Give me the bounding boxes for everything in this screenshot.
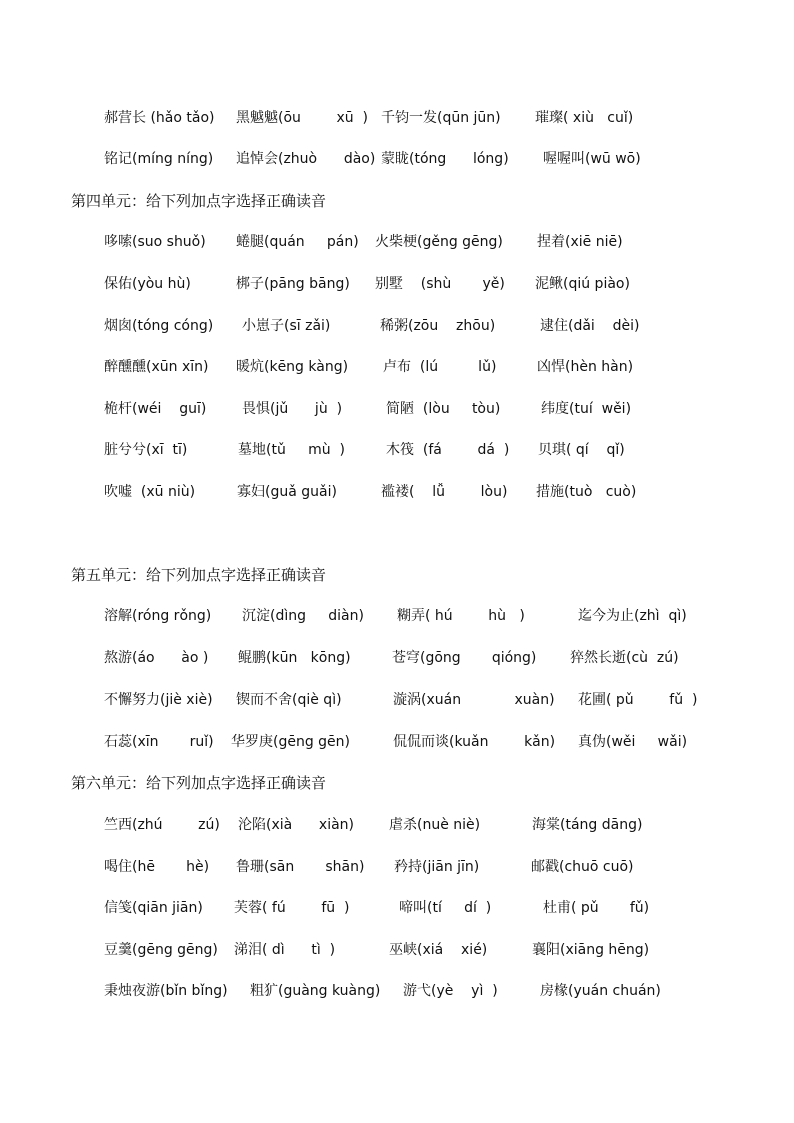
pinyin-item: 不懈努力(jiè xiè) xyxy=(104,692,213,708)
pinyin-item: 鲲鹏(kūn kōng) xyxy=(238,650,351,666)
pinyin-item: 纬度(tuí wěi) xyxy=(541,401,632,417)
pinyin-item: 真伪(wěi wǎi) xyxy=(578,734,688,750)
pinyin-item: 暖炕(kēng kàng) xyxy=(236,359,349,375)
pinyin-item: 喔喔叫(wū wō) xyxy=(543,151,641,167)
pinyin-row xyxy=(0,814,794,836)
pinyin-item: 蜷腿(quán pán) xyxy=(236,234,359,250)
pinyin-item: 虐杀(nuè niè) xyxy=(389,817,481,833)
pinyin-row xyxy=(0,398,794,420)
pinyin-item: 保佑(yòu hù) xyxy=(104,276,191,292)
pinyin-item: 矜持(jiān jīn) xyxy=(394,859,480,875)
pinyin-row xyxy=(0,856,794,878)
section-heading-unit5: 第五单元：给下列加点字选择正确读音 xyxy=(71,566,327,584)
section-heading-unit4: 第四单元：给下列加点字选择正确读音 xyxy=(71,192,327,210)
pinyin-row xyxy=(0,980,794,1002)
pinyin-item: 石蕊(xīn ruǐ) xyxy=(104,734,214,750)
pinyin-item: 卢布 (lú lǔ) xyxy=(383,359,497,375)
pinyin-item: 华罗庚(gēng gēn) xyxy=(231,734,351,750)
pinyin-item: 迄今为止(zhì qì) xyxy=(578,608,687,624)
pinyin-item: 桅杆(wéi guī) xyxy=(104,401,207,417)
pinyin-item: 鲁珊(sān shān) xyxy=(236,859,365,875)
pinyin-item: 畏惧(jǔ jù ) xyxy=(242,401,343,417)
pinyin-row xyxy=(0,731,794,753)
pinyin-item: 小崽子(sī zǎi) xyxy=(242,318,331,334)
pinyin-item: 海棠(táng dāng) xyxy=(532,817,643,833)
pinyin-row xyxy=(0,647,794,669)
pinyin-item: 蒙眬(tóng lóng) xyxy=(381,151,509,167)
pinyin-item: 溶解(róng rǒng) xyxy=(104,608,212,624)
pinyin-row xyxy=(0,897,794,919)
pinyin-item: 捏着(xiē niē) xyxy=(537,234,623,250)
pinyin-item: 墓地(tǔ mù ) xyxy=(238,442,345,458)
pinyin-item: 涕泪( dì tì ) xyxy=(234,942,336,958)
pinyin-item: 梆子(pāng bāng) xyxy=(236,276,350,292)
pinyin-row xyxy=(0,481,794,503)
pinyin-row xyxy=(0,148,794,170)
pinyin-item: 锲而不舍(qiè qì) xyxy=(236,692,342,708)
pinyin-row xyxy=(0,939,794,961)
pinyin-item: 秉烛夜游(bǐn bǐng) xyxy=(104,983,228,999)
pinyin-item: 木筏 (fá dá ) xyxy=(386,442,510,458)
pinyin-item: 逮住(dǎi dèi) xyxy=(540,318,640,334)
pinyin-item: 侃侃而谈(kuǎn kǎn) xyxy=(393,734,556,750)
pinyin-item: 稀粥(zōu zhōu) xyxy=(380,318,496,334)
pinyin-item: 贝琪( qí qǐ) xyxy=(538,442,625,458)
pinyin-item: 脏兮兮(xī tī) xyxy=(104,442,188,458)
pinyin-item: 烟囱(tóng cóng) xyxy=(104,318,214,334)
pinyin-row xyxy=(0,107,794,129)
pinyin-row xyxy=(0,315,794,337)
pinyin-item: 邮戳(chuō cuō) xyxy=(531,859,634,875)
pinyin-item: 追悼会(zhuò dào) xyxy=(236,151,376,167)
pinyin-item: 褴褛( lǚ lòu) xyxy=(381,484,508,500)
pinyin-item: 信笺(qiān jiān) xyxy=(104,900,203,916)
pinyin-item: 铭记(míng níng) xyxy=(104,151,214,167)
pinyin-row xyxy=(0,273,794,295)
pinyin-item: 简陋 (lòu tòu) xyxy=(386,401,501,417)
pinyin-item: 熬游(áo ào ) xyxy=(104,650,209,666)
pinyin-row xyxy=(0,605,794,627)
pinyin-item: 漩涡(xuán xuàn) xyxy=(393,692,555,708)
pinyin-row xyxy=(0,356,794,378)
pinyin-item: 竺西(zhú zú) xyxy=(104,817,220,833)
pinyin-item: 粗犷(guàng kuàng) xyxy=(250,983,381,999)
pinyin-item: 黑魆魆(ōu xū ) xyxy=(236,110,369,126)
pinyin-item: 游弋(yè yì ) xyxy=(403,983,498,999)
pinyin-item: 啼叫(tí dí ) xyxy=(399,900,492,916)
pinyin-row xyxy=(0,439,794,461)
pinyin-item: 措施(tuò cuò) xyxy=(536,484,637,500)
pinyin-item: 寡妇(guǎ guǎi) xyxy=(237,484,337,500)
pinyin-item: 郝营长 (hǎo tǎo) xyxy=(104,110,215,126)
pinyin-item: 沦陷(xià xiàn) xyxy=(238,817,355,833)
pinyin-item: 璀璨( xiù cuǐ) xyxy=(535,110,634,126)
pinyin-item: 别墅 (shù yě) xyxy=(375,276,505,292)
pinyin-item: 醉醺醺(xūn xīn) xyxy=(104,359,209,375)
pinyin-row xyxy=(0,689,794,711)
pinyin-item: 火柴梗(gěng gēng) xyxy=(375,234,503,250)
pinyin-item: 巫峡(xiá xié) xyxy=(389,942,488,958)
pinyin-item: 杜甫( pǔ fǔ) xyxy=(543,900,650,916)
pinyin-item: 房椽(yuán chuán) xyxy=(540,983,661,999)
pinyin-item: 襄阳(xiāng hēng) xyxy=(532,942,650,958)
pinyin-item: 吹嘘 (xū niù) xyxy=(104,484,196,500)
pinyin-item: 千钧一发(qūn jūn) xyxy=(381,110,501,126)
pinyin-item: 糊弄( hú hù ) xyxy=(397,608,525,624)
pinyin-item: 花圃( pǔ fǔ ) xyxy=(578,692,698,708)
pinyin-row xyxy=(0,231,794,253)
pinyin-item: 凶悍(hèn hàn) xyxy=(537,359,634,375)
pinyin-item: 猝然长逝(cù zú) xyxy=(570,650,679,666)
pinyin-item: 沉淀(dìng diàn) xyxy=(242,608,364,624)
pinyin-item: 芙蓉( fú fū ) xyxy=(234,900,350,916)
pinyin-item: 苍穹(gōng qióng) xyxy=(392,650,537,666)
pinyin-item: 哆嗦(suo shuǒ) xyxy=(104,234,206,250)
pinyin-item: 豆羹(gēng gēng) xyxy=(104,942,218,958)
pinyin-item: 泥鳅(qiú piào) xyxy=(535,276,630,292)
pinyin-item: 喝住(hē hè) xyxy=(104,859,210,875)
section-heading-unit6: 第六单元：给下列加点字选择正确读音 xyxy=(71,774,327,792)
